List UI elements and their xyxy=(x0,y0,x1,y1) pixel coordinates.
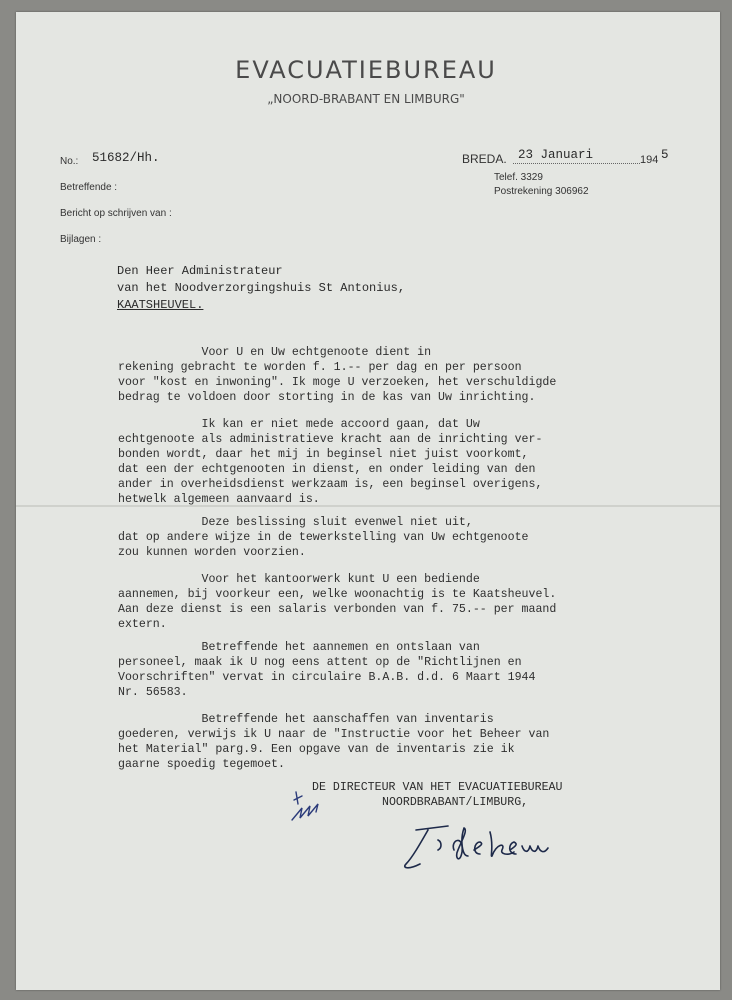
paragraph-line: Voorschriften" vervat in circulaire B.A.B. d.d. 6 Maart 1944 xyxy=(118,671,536,684)
postrekening: Postrekening 306962 xyxy=(494,186,589,197)
paragraph-line: Deze beslissing sluit evenwel niet uit, xyxy=(118,516,473,529)
date-dotted-line xyxy=(513,163,640,164)
paragraph-line: dat een der echtgenooten in dienst, en onder leiding van den xyxy=(118,463,536,476)
handwritten-signature xyxy=(398,820,558,880)
city-label: BREDA. xyxy=(462,152,507,166)
paragraph-line: Betreffende het aannemen en ontslaan van xyxy=(118,641,480,654)
paragraph-line: ander in overheidsdienst werkzaam is, een beginsel overigens, xyxy=(118,478,543,491)
letterhead-subtitle: „NOORD-BRABANT EN LIMBURG" xyxy=(267,92,465,106)
paragraph-line: Ik kan er niet mede accoord gaan, dat Uw xyxy=(118,418,480,431)
paragraph-line: gaarne spoedig tegemoet. xyxy=(118,758,285,771)
paragraph-3 xyxy=(118,515,638,560)
paragraph-line: voor "kost en inwoning". Ik moge U verzoeken, het verschuldigde xyxy=(118,376,557,389)
year-printed: 194 xyxy=(640,154,659,166)
paragraph-line: personeel, maak ik U nog eens attent op de "Richtlijnen en xyxy=(118,656,522,669)
paragraph-line: bedrag te voldoen door storting in de kas van Uw inrichting. xyxy=(118,391,536,404)
closing-line-1: DE DIRECTEUR VAN HET EVACUATIEBUREAU xyxy=(312,781,563,794)
year-typed: 5 xyxy=(661,148,669,162)
address-line-1: Den Heer Administrateur xyxy=(117,264,283,278)
paragraph-line: Voor U en Uw echtgenoote dient in xyxy=(118,346,432,359)
paragraph-line: Nr. 56583. xyxy=(118,686,188,699)
paragraph-line: aannemen, bij voorkeur een, welke woonachtig is te Kaatsheuvel. xyxy=(118,588,557,601)
paragraph-2 xyxy=(118,417,638,507)
paragraph-line: bonden wordt, daar het mij in beginsel niet juist voorkomt, xyxy=(118,448,529,461)
initials-scribble xyxy=(288,786,338,826)
paragraph-6 xyxy=(118,712,638,772)
bijlagen-label: Bijlagen : xyxy=(60,234,102,245)
bericht-label: Bericht op schrijven van : xyxy=(60,208,172,219)
paragraph-line: Betreffende het aanschaffen van inventaris xyxy=(118,713,494,726)
paragraph-line: Voor het kantoorwerk kunt U een bediende xyxy=(118,573,480,586)
paragraph-line: echtgenoote als administratieve kracht aan de inrichting ver- xyxy=(118,433,543,446)
paragraph-5 xyxy=(118,640,638,700)
paragraph-line: rekening gebracht te worden f. 1.-- per dag en per persoon xyxy=(118,361,522,374)
paragraph-4 xyxy=(118,572,638,632)
paragraph-line: dat op andere wijze in de tewerkstelling van Uw echtgenoote xyxy=(118,531,529,544)
paragraph-1 xyxy=(118,345,638,405)
letter-date: 23 Januari xyxy=(518,148,594,162)
address-line-2: van het Noodverzorgingshuis St Antonius, xyxy=(117,281,406,295)
paragraph-line: Aan deze dienst is een salaris verbonden van f. 75.-- per maand xyxy=(118,603,557,616)
letterhead-title: EVACUATIEBUREAU xyxy=(235,56,497,84)
betreffende-label: Betreffende : xyxy=(60,182,118,193)
closing-line-2: NOORDBRABANT/LIMBURG, xyxy=(382,796,529,809)
paragraph-line: zou kunnen worden voorzien. xyxy=(118,546,306,559)
no-label: No.: xyxy=(60,156,79,167)
paragraph-line: hetwelk algemeen aanvaard is. xyxy=(118,493,320,506)
paragraph-line: het Material" parg.9. Een opgave van de inventaris zie ik xyxy=(118,743,515,756)
paragraph-line: goederen, verwijs ik U naar de "Instructie voor het Beheer van xyxy=(118,728,550,741)
reference-number: 51682/Hh. xyxy=(92,151,160,165)
telephone: Telef. 3329 xyxy=(494,172,543,183)
address-city: KAATSHEUVEL. xyxy=(117,298,204,312)
paragraph-line: extern. xyxy=(118,618,167,631)
